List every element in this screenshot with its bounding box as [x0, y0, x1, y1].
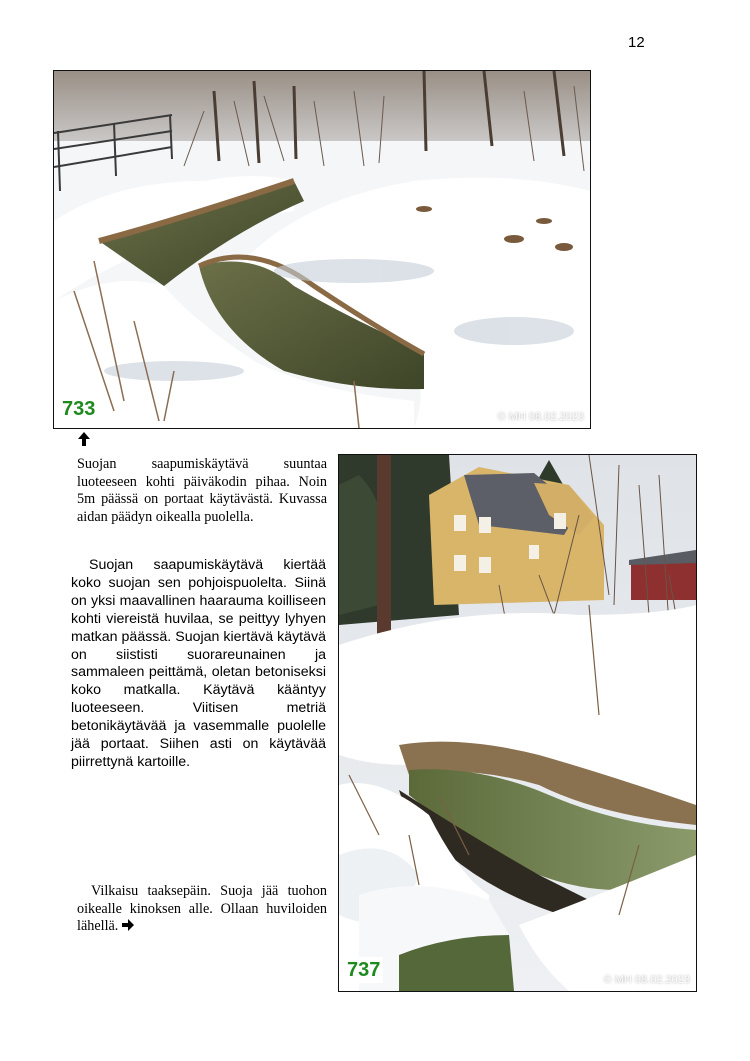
snowy-trench-photo	[54, 71, 590, 428]
page-number: 12	[628, 34, 645, 51]
arrow-right-icon	[121, 919, 135, 931]
photo-copyright: © MH 08.02.2023	[497, 411, 584, 423]
photo-number-badge: 733	[59, 396, 98, 422]
photo-733-caption: Suojan saapumiskäytävä suuntaa luoteeseen kohti päiväkodin pihaa. Noin 5m päässä on portaat käytävästä. Kuvassa aidan päädyn oikealla puolella.	[77, 456, 327, 525]
arrow-up-icon	[77, 431, 91, 447]
photo-737-caption	[77, 883, 327, 936]
villa-trench-photo	[339, 455, 696, 991]
photo-737-caption-text: Vilkaisu taaksepäin. Suoja jää tuohon oikealle kinoksen alle. Ollaan huviloiden lähellä.	[77, 883, 327, 935]
photo-733	[53, 70, 591, 429]
photo-number-badge: 737	[344, 957, 383, 983]
photo-copyright: © MH 08.02.2023	[603, 974, 690, 986]
photo-737	[338, 454, 697, 992]
body-paragraph: Suojan saapumiskäytävä kiertää koko suojan sen pohjoispuolelta. Siinä on yksi maavallinen haarauma koilliseen kohti viereistä huvilaa, se peittyy lyhyen matkan päässä. Suojan kiertävä käytävä on siististi suorareunainen ja sammaleen peittämä, oletan betoniseksi koko matkalla. Käytävä kääntyy luoteeseen. Viitisen metriä betonikäytävää ja vasemmalle puolelle jää portaat. Siihen asti on käytävää piirrettynä kartoille.	[71, 557, 326, 770]
